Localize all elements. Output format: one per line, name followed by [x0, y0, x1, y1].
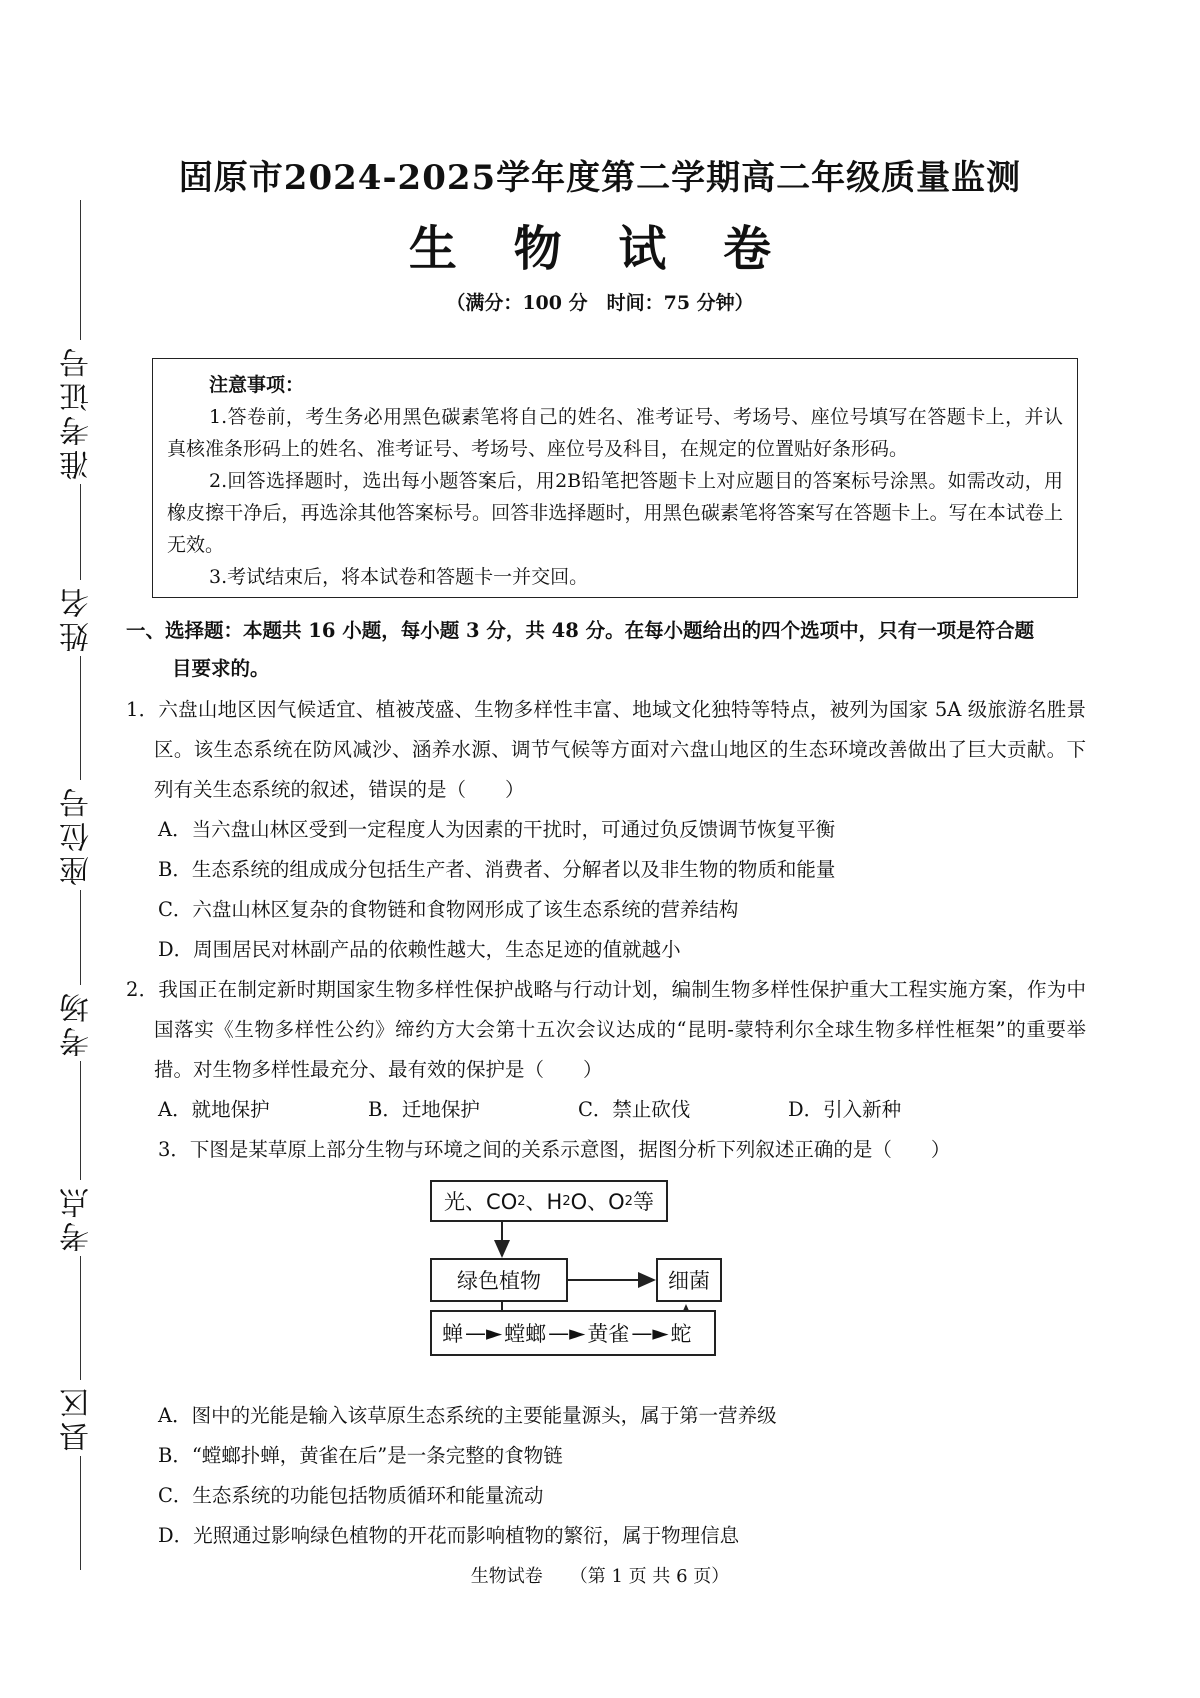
option-b: B．“螳螂扑蝉，黄雀在后”是一条完整的食物链 [158, 1444, 563, 1467]
notice-box [152, 358, 1078, 598]
option-c: C．生态系统的功能包括物质循环和能量流动 [158, 1484, 544, 1507]
question-stem: 2．我国正在制定新时期国家生物多样性保护战略与行动计划，编制生物多样性保护重大工程实施方案，作为中国落实《生物多样性公约》缔约方大会第十五次会议达成的“昆明-蒙特利尔全球生物多样性框架”的重要举措。对生物多样性最充分、最有效的保护是（ ） [126, 978, 1086, 1081]
notice-heading: 注意事项： [209, 374, 305, 396]
chain-arrow-icon: —► [631, 1321, 669, 1345]
question-stem: 1．六盘山地区因气候适宜、植被茂盛、生物多样性丰富、地域文化独特等特点，被列为国家 5A 级旅游名胜景区。该生态系统在防风减沙、涵养水源、调节气候等方面对六盘山地区的生态环境改善做出了巨大贡献。下列有关生态系统的叙述，错误的是（ ） [126, 698, 1086, 801]
option-a: A．就地保护 [158, 1098, 270, 1121]
question-2 [126, 970, 1086, 1130]
sub-2: 2 [517, 1193, 526, 1209]
bacteria-box: 细菌 [656, 1258, 722, 1302]
chain-mantis: 螳螂 [504, 1322, 547, 1346]
section-heading-line2: 目要求的。 [172, 657, 270, 680]
option-d: D．引入新种 [788, 1098, 902, 1121]
option-d: D．光照通过影响绿色植物的开花而影响植物的繁衍，属于物理信息 [158, 1524, 740, 1547]
subject-title: 生 物 试 卷 [408, 221, 792, 277]
sub-2: 2 [624, 1193, 633, 1209]
sub-2: 2 [562, 1193, 571, 1209]
environment-box [430, 1180, 668, 1222]
food-chain-box [430, 1310, 716, 1356]
question-3-options [126, 1396, 1086, 1556]
chain-cicada: 蝉 [442, 1322, 463, 1346]
chain-arrow-icon: —► [548, 1321, 586, 1345]
green-plant-box: 绿色植物 [430, 1258, 568, 1302]
notice-item: 1.答卷前，考生务必用黑色碳素笔将自己的姓名、准考证号、考场号、座位号填写在答题卡上，并认真核准条形码上的姓名、准考证号、考场号、座位号及科目，在规定的位置贴好条形码。 [167, 406, 1063, 460]
sidebar-label-site: 考点 [56, 1180, 104, 1256]
notice-item: 2.回答选择题时，选出每小题答案后，用2B铅笔把答题卡上对应题目的答案标号涂黑。如需改动，用橡皮擦干净后，再选涂其他答案标号。回答非选择题时，用黑色碳素笔将答案写在答题卡上。写在本试卷上无效。 [167, 470, 1063, 556]
option-a: A．当六盘山林区受到一定程度人为因素的干扰时，可通过负反馈调节恢复平衡 [158, 818, 836, 841]
question-stem: 3．下图是某草原上部分生物与环境之间的关系示意图，据图分析下列叙述正确的是（ ） [158, 1138, 951, 1161]
sidebar-label-county: 县区 [56, 1380, 104, 1456]
option-d: D．周围居民对林副产品的依赖性越大，生态足迹的值就越小 [158, 938, 681, 961]
sidebar-label-name: 姓名 [56, 580, 104, 656]
option-b: B．生态系统的组成成分包括生产者、消费者、分解者以及非生物的物质和能量 [158, 858, 836, 881]
chain-snake: 蛇 [670, 1322, 692, 1346]
chain-arrow-icon: —► [465, 1321, 503, 1345]
exam-meta: （满分：100 分 时间：75 分钟） [446, 292, 754, 314]
chain-oriole: 黄雀 [587, 1322, 630, 1346]
option-a: A．图中的光能是输入该草原生态系统的主要能量源头，属于第一营养级 [158, 1404, 777, 1427]
option-b: B．迁地保护 [368, 1098, 480, 1121]
env-text-1: 光、CO [444, 1190, 518, 1214]
notice-item: 3.考试结束后，将本试卷和答题卡一并交回。 [209, 566, 589, 588]
section-heading [126, 612, 1086, 688]
question-1 [126, 690, 1086, 970]
env-text-4: 等 [632, 1190, 654, 1214]
section-heading-line1: 一、选择题：本题共 16 小题，每小题 3 分，共 48 分。在每小题给出的四个选项中，只有一项是符合题 [126, 619, 1035, 642]
options-row [126, 1090, 1086, 1130]
page-footer: 生物试卷 （第 1 页 共 6 页） [470, 1566, 730, 1587]
question-3 [126, 1130, 1086, 1170]
env-text-3: O、O [570, 1190, 625, 1214]
env-text-2: 、H [525, 1190, 563, 1214]
option-c: C．禁止砍伐 [578, 1098, 691, 1121]
option-c: C．六盘山林区复杂的食物链和食物网形成了该生态系统的营养结构 [158, 898, 739, 921]
exam-title: 固原市2024-2025学年度第二学期高二年级质量监测 [178, 158, 1022, 198]
sidebar-label-room: 考场 [56, 985, 104, 1061]
ecosystem-diagram [430, 1180, 750, 1364]
sidebar-label-exam-number: 准考证号 [56, 340, 104, 484]
sidebar-label-seat: 座位号 [56, 780, 104, 890]
